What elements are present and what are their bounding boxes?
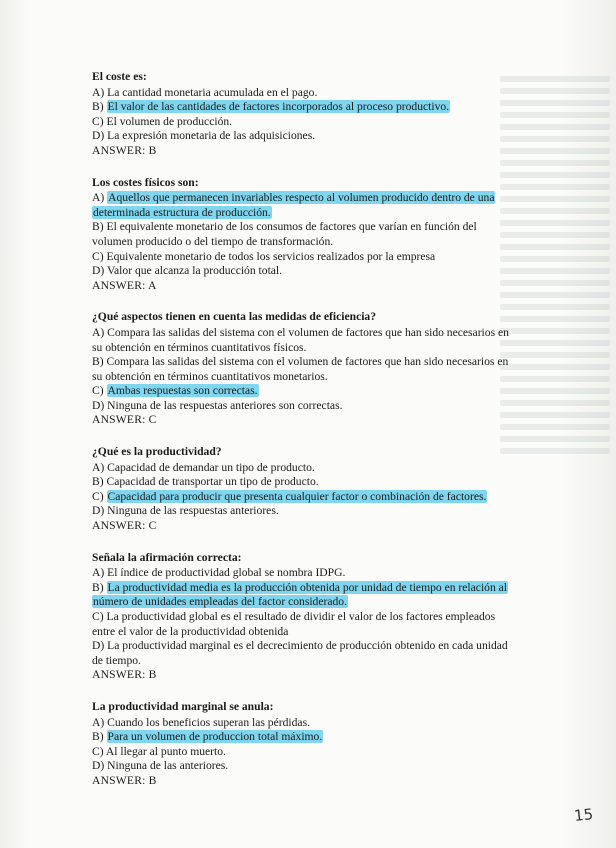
option-text: La productividad marginal es el decrecimiento de producción obtenido en cada unidad de tiempo.: [92, 639, 508, 667]
answer-key: ANSWER: A: [92, 278, 157, 292]
option-letter: B): [92, 730, 104, 744]
answer-key: ANSWER: B: [92, 773, 157, 787]
answer-option: [92, 461, 512, 476]
question-block: [92, 70, 512, 159]
answer-option: [92, 610, 512, 639]
answer-option: [92, 384, 512, 399]
question-block: [92, 700, 512, 789]
answer-option: [92, 759, 512, 774]
question-block: [92, 176, 512, 294]
option-letter: B): [92, 355, 104, 369]
question-title: La productividad marginal se anula:: [92, 699, 274, 713]
answer-option: [92, 129, 512, 144]
option-text: Compara las salidas del sistema con el volumen de factores que han sido necesarios en su obtención en términos cuantitativos monetarios.: [92, 355, 509, 383]
option-text: Cuando los beneficios superan las pérdidas.: [107, 715, 310, 729]
option-text: El índice de productividad global se nombra IDPG.: [107, 566, 346, 580]
option-text: La expresión monetaria de las adquisiciones.: [107, 129, 316, 143]
answer-key: ANSWER: B: [92, 143, 157, 157]
answer-option: [92, 730, 512, 745]
option-letter: A): [92, 325, 105, 339]
answer-option: [92, 86, 512, 101]
answer-option: [92, 355, 512, 384]
highlighted-option-text: Ambas respuestas son correctas.: [107, 384, 258, 398]
answer-option: [92, 566, 512, 581]
option-text: Ninguna de las anteriores.: [107, 759, 229, 773]
answer-option: [92, 504, 512, 519]
option-text: El volumen de producción.: [106, 114, 233, 128]
option-letter: D): [92, 264, 105, 278]
question-title: ¿Qué aspectos tienen en cuenta las medidas de eficiencia?: [92, 310, 377, 324]
answer-option: [92, 475, 512, 490]
answer-key: ANSWER: B: [92, 668, 157, 682]
answer-key: ANSWER: C: [92, 413, 157, 427]
highlighted-option-text: Para un volumen de produccion total máximo.: [107, 730, 323, 744]
option-text: Capacidad de transportar un tipo de producto.: [106, 475, 319, 489]
option-letter: B): [92, 475, 104, 489]
option-letter: A): [92, 85, 105, 99]
option-text: Ninguna de las respuestas anteriores.: [107, 504, 279, 518]
option-letter: C): [92, 489, 104, 503]
option-text: El equivalente monetario de los consumos de factores que varían en función del volumen producido o del tiempo de transformación.: [92, 220, 477, 248]
option-letter: D): [92, 759, 105, 773]
page-number: 15: [573, 805, 594, 825]
answer-option: [92, 639, 512, 668]
answer-option: [92, 399, 512, 414]
answer-key: ANSWER: C: [92, 519, 157, 533]
answer-option: [92, 220, 512, 249]
option-letter: D): [92, 129, 105, 143]
answer-option: [92, 581, 512, 610]
answer-option: [92, 716, 512, 731]
option-text: Compara las salidas del sistema con el volumen de factores que han sido necesarios en su obtención en términos cuantitativos físicos.: [92, 325, 509, 354]
option-letter: B): [92, 100, 104, 114]
option-letter: D): [92, 398, 105, 412]
answer-option: [92, 100, 512, 115]
option-letter: C): [92, 610, 104, 623]
answer-option: [92, 191, 512, 220]
option-text: Valor que alcanza la producción total.: [106, 264, 283, 278]
option-letter: C): [92, 744, 104, 758]
answer-option: [92, 745, 512, 760]
option-letter: C): [92, 114, 104, 128]
option-letter: A): [92, 460, 105, 474]
option-text: Capacidad de demandar un tipo de producto.: [107, 460, 315, 474]
answer-option: [92, 115, 512, 130]
option-text: Ninguna de las respuestas anteriores son correctas.: [107, 398, 343, 412]
option-text: Al llegar al punto muerto.: [105, 744, 226, 758]
option-text: Equivalente monetario de todos los servicios realizados por la empresa: [106, 249, 436, 263]
question-block: [92, 445, 512, 534]
answer-option: [92, 264, 512, 279]
option-letter: B): [92, 580, 104, 594]
answer-option: [92, 326, 512, 355]
option-letter: D): [92, 504, 105, 518]
question-block: [92, 310, 512, 428]
option-text: La cantidad monetaria acumulada en el pago.: [107, 85, 318, 99]
highlighted-option-text: Capacidad para producir que presenta cualquier factor o combinación de factores.: [107, 489, 487, 503]
option-text: La productividad global es el resultado de dividir el valor de los factores empleados entre el valor de la productividad obtenida: [92, 610, 496, 638]
question-block: [92, 551, 512, 683]
option-letter: D): [92, 639, 105, 653]
highlighted-option-text: El valor de las cantidades de factores incorporados al proceso productivo.: [107, 100, 450, 114]
question-title: Los costes físicos son:: [92, 175, 199, 189]
question-list: [92, 70, 512, 806]
option-letter: A): [92, 715, 105, 729]
option-letter: C): [92, 249, 104, 263]
option-letter: B): [92, 220, 104, 234]
bleed-through-text: [500, 70, 610, 710]
answer-option: [92, 490, 512, 505]
question-title: ¿Qué es la productividad?: [92, 445, 222, 459]
highlighted-option-text: La productividad media es la producción obtenida por unidad de tiempo en relación al número de unidades empleadas del factor considerado.: [93, 580, 508, 609]
highlighted-option-text: Aquellos que permanecen invariables respecto al volumen producido dentro de una determinada estructura de producción.: [93, 191, 495, 219]
option-letter: A): [92, 191, 105, 205]
answer-option: [92, 250, 512, 265]
option-letter: C): [92, 384, 104, 398]
option-letter: A): [92, 566, 105, 580]
question-title: Señala la afirmación correcta:: [92, 550, 242, 564]
question-title: El coste es:: [92, 70, 147, 83]
